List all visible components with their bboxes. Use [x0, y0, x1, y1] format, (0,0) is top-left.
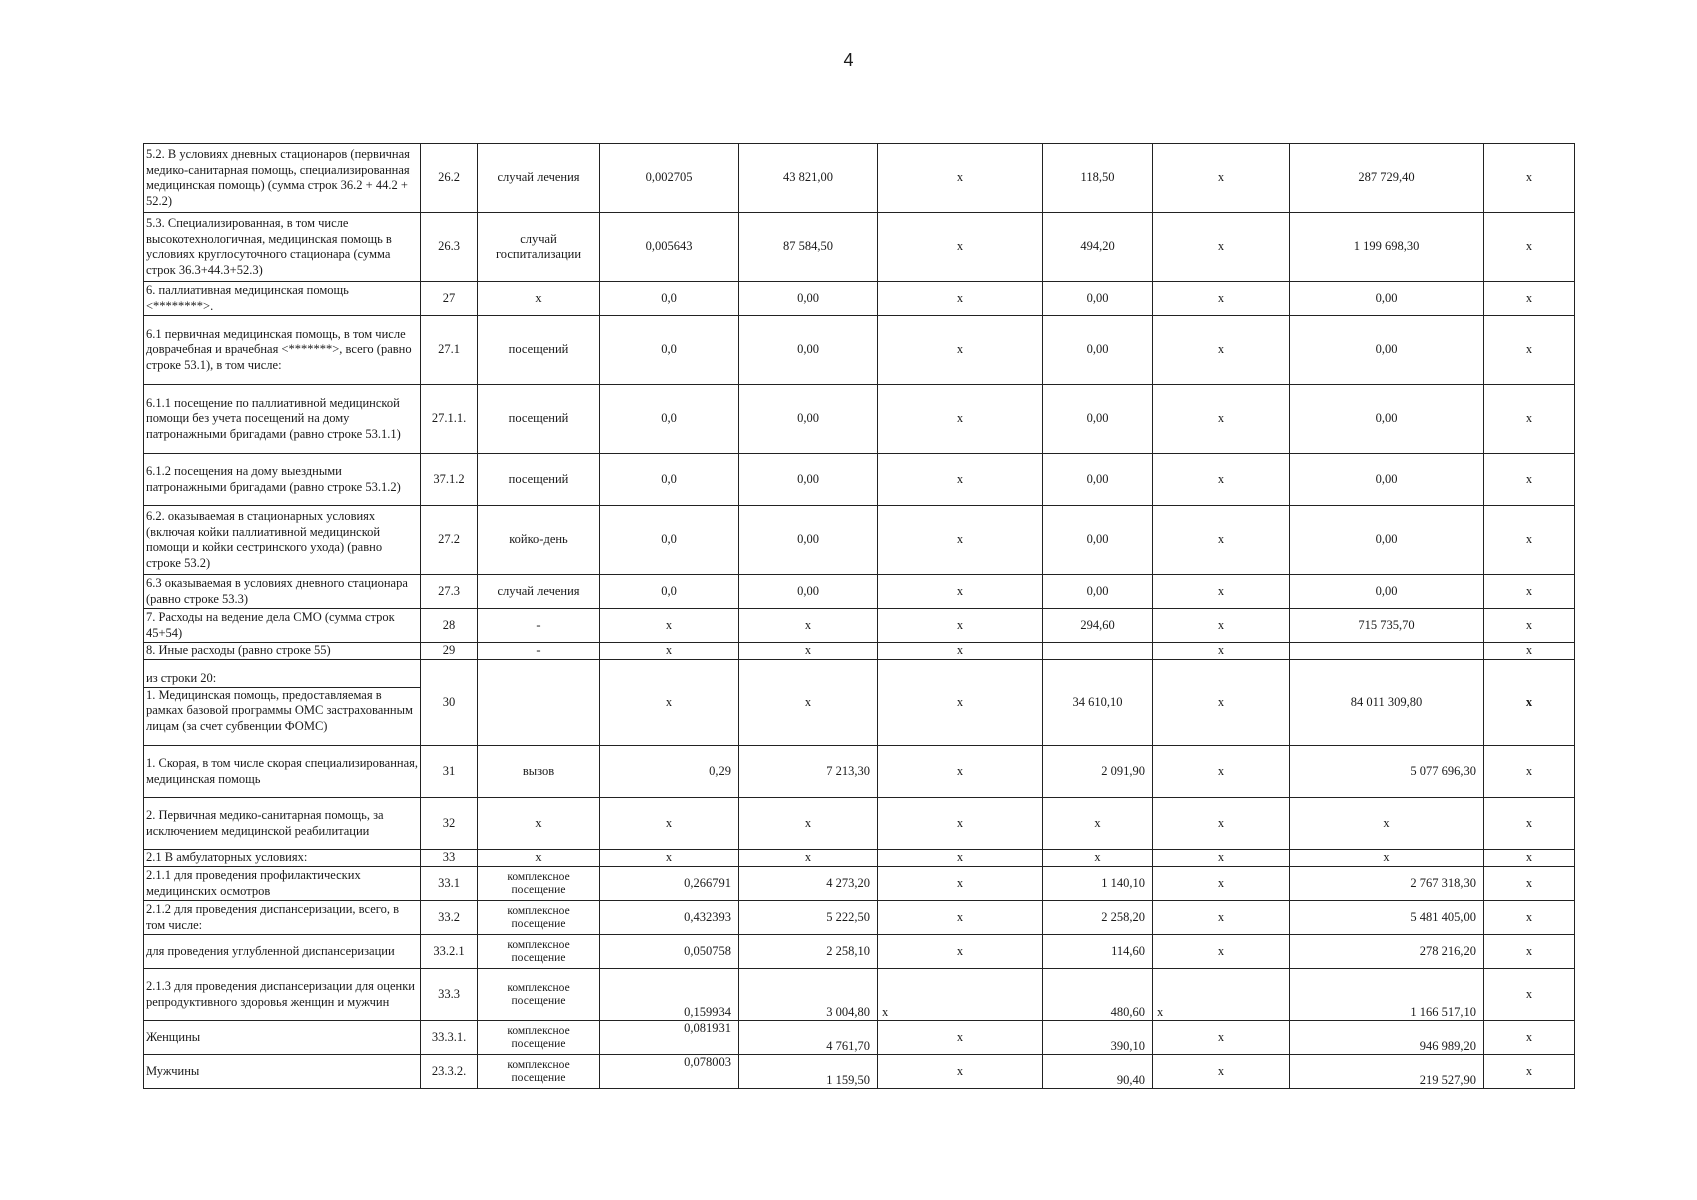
row-unit: комплексное посещение [478, 1055, 600, 1089]
row-unit: случай лечения [478, 144, 600, 213]
row-col4: 0,0 [600, 316, 739, 385]
row-col9: 278 216,20 [1290, 935, 1484, 969]
row-unit: комплексное посещение [478, 867, 600, 901]
row-col8: х [1153, 660, 1290, 746]
row-unit: случай лечения [478, 575, 600, 609]
row-col6: х [878, 969, 1043, 1021]
row-col8: х [1153, 144, 1290, 213]
row-col9: 287 729,40 [1290, 144, 1484, 213]
row-col9: 1 166 517,10 [1290, 969, 1484, 1021]
row-col5: 3 004,80 [739, 969, 878, 1021]
row-col5: 0,00 [739, 454, 878, 506]
row-name: 6.2. оказываемая в стационарных условиях (включая койки паллиативной медицинской помощи и койки сестринского ухода) (равно строке 53.2) [144, 506, 421, 575]
row-col4: х [600, 660, 739, 746]
row-col9: 0,00 [1290, 316, 1484, 385]
row-col9: 0,00 [1290, 454, 1484, 506]
row-unit: вызов [478, 746, 600, 798]
row-col4: 0,0 [600, 282, 739, 316]
row-col9: 2 767 318,30 [1290, 867, 1484, 901]
row-col7: 494,20 [1043, 213, 1153, 282]
row-col5: 2 258,10 [739, 935, 878, 969]
row-col7: 90,40 [1043, 1055, 1153, 1089]
row-col6: х [878, 609, 1043, 643]
table-row [144, 385, 1575, 454]
row-name: 2.1 В амбулаторных условиях: [144, 850, 421, 867]
row-col7: 1 140,10 [1043, 867, 1153, 901]
row-code: 26.3 [421, 213, 478, 282]
row-col4: 0,432393 [600, 901, 739, 935]
row-col4: х [600, 643, 739, 660]
row-col6: х [878, 798, 1043, 850]
row-col9: 715 735,70 [1290, 609, 1484, 643]
row-col10: х [1484, 385, 1575, 454]
row-col9: 1 199 698,30 [1290, 213, 1484, 282]
table-row [144, 660, 1575, 746]
table-row [144, 935, 1575, 969]
row-col8: х [1153, 282, 1290, 316]
row-col10: х [1484, 316, 1575, 385]
row-code: 27.3 [421, 575, 478, 609]
row-col4: х [600, 850, 739, 867]
row-col6: х [878, 213, 1043, 282]
row-unit: посещений [478, 385, 600, 454]
row-col7: х [1043, 850, 1153, 867]
row-col7: 0,00 [1043, 316, 1153, 385]
row-col5: 0,00 [739, 506, 878, 575]
row-unit: случай госпитализации [478, 213, 600, 282]
row-col8: х [1153, 901, 1290, 935]
row-name: Мужчины [144, 1055, 421, 1089]
data-table [143, 143, 1575, 1089]
row-col6: х [878, 1021, 1043, 1055]
row-unit: х [478, 850, 600, 867]
row-unit: х [478, 282, 600, 316]
table-row [144, 850, 1575, 867]
table-row [144, 575, 1575, 609]
row-code: 27 [421, 282, 478, 316]
row-unit: посещений [478, 454, 600, 506]
row-name: 6.1.2 посещения на дому выездными патронажными бригадами (равно строке 53.1.2) [144, 454, 421, 506]
row-name: для проведения углубленной диспансеризации [144, 935, 421, 969]
row-col5: 43 821,00 [739, 144, 878, 213]
row-code: 32 [421, 798, 478, 850]
row-code: 33.2.1 [421, 935, 478, 969]
row-col10: х [1484, 901, 1575, 935]
row-name [144, 660, 421, 746]
row-col7: 0,00 [1043, 454, 1153, 506]
page-number: 4 [843, 50, 854, 70]
row-col6: х [878, 643, 1043, 660]
row-col7: 2 091,90 [1043, 746, 1153, 798]
row-col8: х [1153, 385, 1290, 454]
row-col7: 480,60 [1043, 969, 1153, 1021]
row-name: 6.1 первичная медицинская помощь, в том числе доврачебная и врачебная <*******>, всего (равно строке 53.1), в том числе: [144, 316, 421, 385]
row-col8: х [1153, 935, 1290, 969]
row-col4: 0,0 [600, 385, 739, 454]
row-col10: х [1484, 144, 1575, 213]
row-col9: 0,00 [1290, 575, 1484, 609]
row-col5: 1 159,50 [739, 1055, 878, 1089]
row-name: 2.1.2 для проведения диспансеризации, всего, в том числе: [144, 901, 421, 935]
row-col8: х [1153, 643, 1290, 660]
row-col6: х [878, 282, 1043, 316]
row-col4: 0,081931 [600, 1021, 739, 1055]
row-col8: х [1153, 1055, 1290, 1089]
row-col6: х [878, 506, 1043, 575]
row-col4: 0,005643 [600, 213, 739, 282]
row-col5: 4 273,20 [739, 867, 878, 901]
row-name: 7. Расходы на ведение дела СМО (сумма строк 45+54) [144, 609, 421, 643]
row-unit: комплексное посещение [478, 935, 600, 969]
table-row [144, 798, 1575, 850]
table-row [144, 213, 1575, 282]
row-col4: 0,29 [600, 746, 739, 798]
row-col6: х [878, 867, 1043, 901]
table-row [144, 901, 1575, 935]
row-col4: 0,050758 [600, 935, 739, 969]
row-col7: 390,10 [1043, 1021, 1153, 1055]
row-col4: 0,0 [600, 506, 739, 575]
row-col8: х [1153, 1021, 1290, 1055]
row-col7: 0,00 [1043, 506, 1153, 575]
row-code: 31 [421, 746, 478, 798]
row-col9: 946 989,20 [1290, 1021, 1484, 1055]
row-col4: 0,0 [600, 454, 739, 506]
row-code: 29 [421, 643, 478, 660]
row-code: 33.3.1. [421, 1021, 478, 1055]
row-col5: 0,00 [739, 316, 878, 385]
row-unit: посещений [478, 316, 600, 385]
row-col8: х [1153, 454, 1290, 506]
row-col9: 0,00 [1290, 506, 1484, 575]
row-col8: х [1153, 316, 1290, 385]
row-col6: х [878, 901, 1043, 935]
row-col9: х [1290, 850, 1484, 867]
row-col6: х [878, 454, 1043, 506]
row-unit: койко-день [478, 506, 600, 575]
row-col7: 0,00 [1043, 282, 1153, 316]
row-col5: 5 222,50 [739, 901, 878, 935]
row-col4: 0,266791 [600, 867, 739, 901]
row-col7 [1043, 643, 1153, 660]
row-col4: х [600, 609, 739, 643]
row-col5: 87 584,50 [739, 213, 878, 282]
row-col10: х [1484, 506, 1575, 575]
row-code: 23.3.2. [421, 1055, 478, 1089]
row-code: 27.1.1. [421, 385, 478, 454]
row-code: 30 [421, 660, 478, 746]
row-code: 33.3 [421, 969, 478, 1021]
row-col6: х [878, 316, 1043, 385]
row-col8: х [1153, 850, 1290, 867]
table-row [144, 1055, 1575, 1089]
row-name: 6.3 оказываемая в условиях дневного стационара (равно строке 53.3) [144, 575, 421, 609]
row-name-text: 1. Медицинская помощь, предоставляемая в рамках базовой программы ОМС застрахованным лицам (за счет субвенции ФОМС) [146, 687, 413, 733]
row-col5: х [739, 643, 878, 660]
row-name: 8. Иные расходы (равно строке 55) [144, 643, 421, 660]
row-col8: х [1153, 575, 1290, 609]
row-col4: 0,0 [600, 575, 739, 609]
row-col10: х [1484, 213, 1575, 282]
row-name: Женщины [144, 1021, 421, 1055]
row-col7: х [1043, 798, 1153, 850]
row-col10: х [1484, 575, 1575, 609]
row-col10: х [1484, 867, 1575, 901]
row-col5: 0,00 [739, 385, 878, 454]
row-col5: 7 213,30 [739, 746, 878, 798]
row-col7: 294,60 [1043, 609, 1153, 643]
row-code: 33.2 [421, 901, 478, 935]
row-col7: 118,50 [1043, 144, 1153, 213]
row-col10: х [1484, 660, 1575, 746]
row-col10: х [1484, 969, 1575, 1021]
table-row [144, 506, 1575, 575]
row-name: 2. Первичная медико-санитарная помощь, за исключением медицинской реабилитации [144, 798, 421, 850]
row-col10: х [1484, 454, 1575, 506]
row-col8: х [1153, 506, 1290, 575]
row-col6: х [878, 575, 1043, 609]
row-col5: 0,00 [739, 575, 878, 609]
row-col8: х [1153, 969, 1290, 1021]
row-code: 33 [421, 850, 478, 867]
row-col9 [1290, 643, 1484, 660]
row-col7: 2 258,20 [1043, 901, 1153, 935]
row-col4: х [600, 798, 739, 850]
row-col9: 219 527,90 [1290, 1055, 1484, 1089]
row-col4: 0,078003 [600, 1055, 739, 1089]
row-name: 2.1.3 для проведения диспансеризации для оценки репродуктивного здоровья женщин и мужчин [144, 969, 421, 1021]
row-code: 33.1 [421, 867, 478, 901]
row-col10: х [1484, 746, 1575, 798]
row-col9: 84 011 309,80 [1290, 660, 1484, 746]
row-col9: 0,00 [1290, 385, 1484, 454]
row-code: 27.1 [421, 316, 478, 385]
row-col6: х [878, 935, 1043, 969]
row-unit: комплексное посещение [478, 969, 600, 1021]
row-col10: х [1484, 1021, 1575, 1055]
row-prefix: из строки 20: [144, 671, 420, 688]
table-row [144, 1021, 1575, 1055]
row-col5: 4 761,70 [739, 1021, 878, 1055]
row-col5: х [739, 798, 878, 850]
row-name: 6. паллиативная медицинская помощь <********>. [144, 282, 421, 316]
row-col9: 0,00 [1290, 282, 1484, 316]
row-col8: х [1153, 798, 1290, 850]
row-col4: 0,002705 [600, 144, 739, 213]
table-row [144, 316, 1575, 385]
row-name: 5.3. Специализированная, в том числе высокотехнологичная, медицинская помощь в условиях круглосуточного стационара (сумма строк 36.3+44.3+52.3) [144, 213, 421, 282]
row-col6: х [878, 144, 1043, 213]
row-name: 2.1.1 для проведения профилактических медицинских осмотров [144, 867, 421, 901]
row-code: 27.2 [421, 506, 478, 575]
table-row [144, 282, 1575, 316]
row-code: 37.1.2 [421, 454, 478, 506]
row-code: 26.2 [421, 144, 478, 213]
table-row [144, 609, 1575, 643]
table-row [144, 643, 1575, 660]
row-col8: х [1153, 746, 1290, 798]
row-unit [478, 660, 600, 746]
row-col5: 0,00 [739, 282, 878, 316]
table-row [144, 969, 1575, 1021]
row-col6: х [878, 850, 1043, 867]
row-col9: х [1290, 798, 1484, 850]
row-col4: 0,159934 [600, 969, 739, 1021]
row-col10: х [1484, 850, 1575, 867]
row-col6: х [878, 746, 1043, 798]
row-col10: х [1484, 1055, 1575, 1089]
row-col9: 5 077 696,30 [1290, 746, 1484, 798]
row-unit: - [478, 643, 600, 660]
row-col5: х [739, 850, 878, 867]
row-unit: - [478, 609, 600, 643]
row-unit: комплексное посещение [478, 1021, 600, 1055]
row-name: 5.2. В условиях дневных стационаров (первичная медико-санитарная помощь, специализированная медицинская помощь) (сумма строк 36.2 + 44.2 + 52.2) [144, 144, 421, 213]
row-col7: 0,00 [1043, 385, 1153, 454]
row-col7: 0,00 [1043, 575, 1153, 609]
row-name: 6.1.1 посещение по паллиативной медицинской помощи без учета посещений на дому патронажными бригадами (равно строке 53.1.1) [144, 385, 421, 454]
row-unit: комплексное посещение [478, 901, 600, 935]
table-row [144, 144, 1575, 213]
row-col10: х [1484, 643, 1575, 660]
row-col9: 5 481 405,00 [1290, 901, 1484, 935]
row-col8: х [1153, 213, 1290, 282]
row-col8: х [1153, 867, 1290, 901]
row-col5: х [739, 660, 878, 746]
row-col6: х [878, 385, 1043, 454]
row-col7: 34 610,10 [1043, 660, 1153, 746]
row-col5: х [739, 609, 878, 643]
table-row [144, 454, 1575, 506]
row-col7: 114,60 [1043, 935, 1153, 969]
row-col6: х [878, 1055, 1043, 1089]
row-col10: х [1484, 282, 1575, 316]
table-row [144, 867, 1575, 901]
row-col10: х [1484, 798, 1575, 850]
row-name: 1. Скорая, в том числе скорая специализированная, медицинская помощь [144, 746, 421, 798]
row-col10: х [1484, 609, 1575, 643]
row-col10: х [1484, 935, 1575, 969]
row-col6: х [878, 660, 1043, 746]
row-code: 28 [421, 609, 478, 643]
table-row [144, 746, 1575, 798]
row-col8: х [1153, 609, 1290, 643]
row-unit: х [478, 798, 600, 850]
